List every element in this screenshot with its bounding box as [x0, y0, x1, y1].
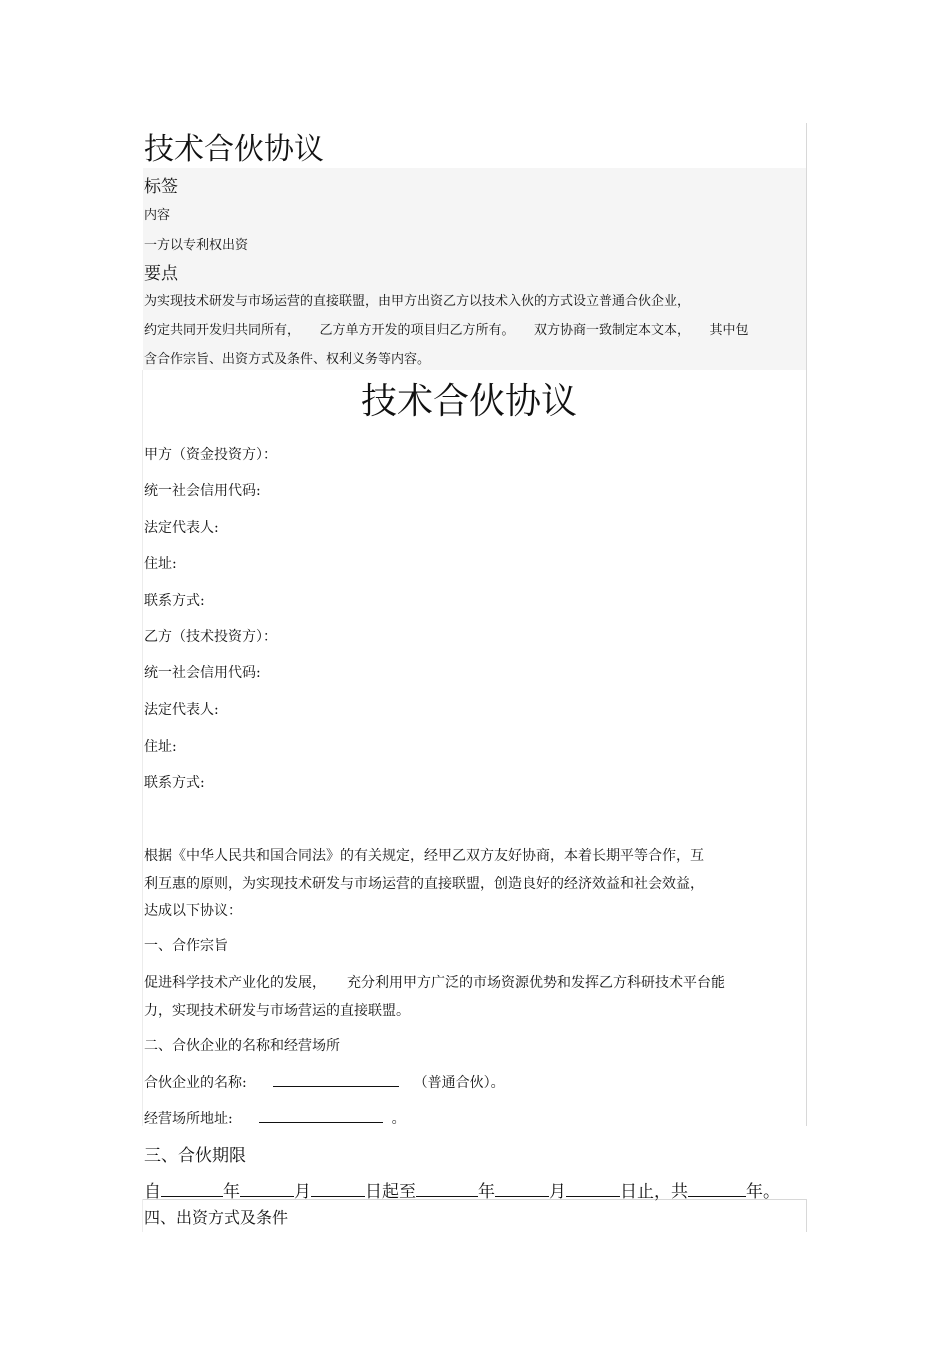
term-blank-month[interactable] — [240, 1182, 294, 1197]
main-title: 技术合伙协议 — [361, 381, 578, 422]
doc-title: 技术合伙协议 — [144, 132, 324, 167]
party-a-legal-rep: 法定代表人: — [144, 520, 219, 536]
section3-heading: 三、合伙期限 — [144, 1146, 246, 1166]
term-month2: 月 — [549, 1182, 566, 1202]
summary-line: 含合作宗旨、出资方式及条件、权利义务等内容。 — [144, 352, 431, 367]
premises-label: 经营场所地址: — [144, 1111, 233, 1127]
left-border-lower — [142, 1199, 143, 1232]
premises-suffix: 。 — [391, 1111, 406, 1127]
party-a-credit-code: 统一社会信用代码: — [144, 483, 261, 499]
section2-heading: 二、合伙企业的名称和经营场所 — [144, 1038, 340, 1054]
party-a-heading: 甲方（资金投资方）： — [144, 447, 277, 463]
tag-heading: 标签 — [144, 177, 178, 197]
party-b-credit-code: 统一社会信用代码: — [144, 665, 261, 681]
company-name-suffix: （普通合伙）。 — [413, 1075, 505, 1091]
company-name-blank[interactable] — [273, 1072, 399, 1087]
section1-line: 力，实现技术研发与市场营运的直接联盟。 — [144, 1003, 410, 1019]
section4-heading: 四、出资方式及条件 — [144, 1208, 289, 1227]
term-blank-years[interactable] — [688, 1182, 746, 1197]
party-b-address: 住址: — [144, 739, 177, 755]
premises-blank[interactable] — [259, 1108, 383, 1123]
party-a-address: 住址: — [144, 556, 177, 572]
term-day-to: 日止，共 — [620, 1182, 688, 1202]
term-from: 自 — [144, 1182, 161, 1202]
term-blank-month2[interactable] — [495, 1182, 549, 1197]
content-label: 内容 — [144, 208, 171, 223]
section1-line: 促进科学技术产业化的发展， 充分利用甲方广泛的市场资源优势和发挥乙方科研技术平台能 — [144, 975, 725, 991]
company-name-row — [144, 1072, 505, 1092]
party-b-contact: 联系方式: — [144, 775, 205, 791]
key-points-heading: 要点 — [144, 264, 178, 284]
company-name-label: 合伙企业的名称: — [144, 1075, 247, 1091]
term-blank-day2[interactable] — [566, 1182, 620, 1197]
left-border — [142, 370, 143, 1126]
party-a-contact: 联系方式: — [144, 593, 205, 609]
section1-heading: 一、合作宗旨 — [144, 938, 228, 954]
right-border — [806, 123, 807, 1126]
term-year2: 年 — [478, 1182, 495, 1202]
term-row — [144, 1177, 780, 1202]
term-day-from: 日起至 — [365, 1182, 416, 1202]
term-years-end: 年。 — [746, 1182, 780, 1202]
term-year: 年 — [223, 1182, 240, 1202]
preamble-line: 根据《中华人民共和国合同法》的有关规定，经甲乙双方友好协商，本着长期平等合作，互 — [144, 848, 704, 864]
premises-row — [144, 1108, 406, 1128]
term-blank-year[interactable] — [161, 1182, 223, 1197]
summary-line: 约定共同开发归共同所有， 乙方单方开发的项目归乙方所有。 双方协商一致制定本文本， 其中包 — [144, 323, 749, 338]
term-month: 月 — [294, 1182, 311, 1202]
content-value: 一方以专利权出资 — [144, 238, 249, 253]
preamble-line: 利互惠的原则，为实现技术研发与市场运营的直接联盟，创造良好的经济效益和社会效益， — [144, 876, 704, 892]
summary-line: 为实现技术研发与市场运营的直接联盟，由甲方出资乙方以技术入伙的方式设立普通合伙企业， — [144, 294, 691, 309]
summary-panel — [143, 168, 806, 370]
right-border-lower — [806, 1199, 807, 1232]
party-b-heading: 乙方（技术投资方）： — [144, 629, 277, 645]
term-blank-day[interactable] — [311, 1182, 365, 1197]
party-b-legal-rep: 法定代表人: — [144, 702, 219, 718]
preamble-line: 达成以下协议： — [144, 903, 242, 919]
term-blank-year2[interactable] — [416, 1182, 478, 1197]
